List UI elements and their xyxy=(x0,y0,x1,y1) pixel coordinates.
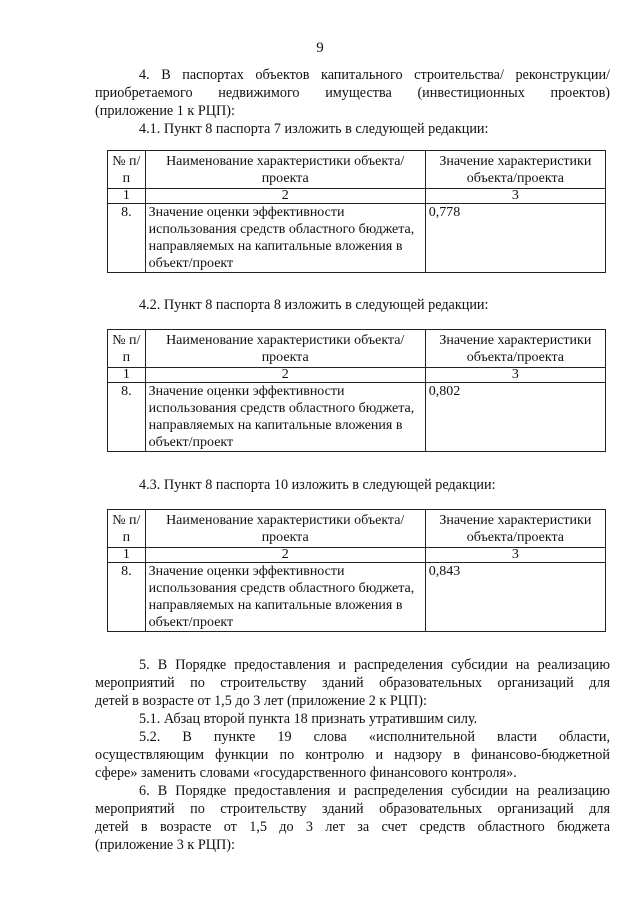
section-6-line-3: детей в возрасте от 1,5 до 3 лет за счет средств областного бюджета xyxy=(95,819,610,835)
table-row xyxy=(108,383,606,452)
col-number-header: № п/п xyxy=(108,510,146,548)
table-row xyxy=(108,563,606,632)
row-number: 8. xyxy=(108,204,146,273)
row-name: Значение оценки эффективности использования средств областного бюджета, направляемых на капитальные вложения в объект/проект xyxy=(145,383,425,452)
section-4-line-3: (приложение 1 к РЦП): xyxy=(95,103,235,119)
table-header-row xyxy=(108,510,606,548)
col-number-header: № п/п xyxy=(108,151,146,189)
section-5-2-line-2: осуществляющим функции по контролю и надзору в финансово-бюджетной xyxy=(95,747,610,763)
row-name: Значение оценки эффективности использования средств областного бюджета, направляемых на капитальные вложения в объект/проект xyxy=(145,204,425,273)
section-4-line-1: 4. В паспортах объектов капитального строительства/ реконструкции/ xyxy=(139,67,610,83)
col-number-header: № п/п xyxy=(108,330,146,368)
col-value-header: Значение характеристики объекта/проекта xyxy=(425,330,605,368)
table-3-heading: 4.3. Пункт 8 паспорта 10 изложить в следующей редакции: xyxy=(139,477,496,493)
table-2 xyxy=(107,329,606,452)
col-index-2: 2 xyxy=(145,368,425,383)
col-index-1: 1 xyxy=(108,548,146,563)
section-5-1: 5.1. Абзац второй пункта 18 признать утратившим силу. xyxy=(139,711,478,727)
col-name-header: Наименование характеристики объекта/проекта xyxy=(145,151,425,189)
table-column-numbers-row xyxy=(108,548,606,563)
col-index-2: 2 xyxy=(145,189,425,204)
section-5-line-2: мероприятий по строительству зданий образовательных организаций для xyxy=(95,675,610,691)
col-name-header: Наименование характеристики объекта/проекта xyxy=(145,510,425,548)
section-5-line-1: 5. В Порядке предоставления и распределения субсидии на реализацию xyxy=(139,657,610,673)
table-1-heading: 4.1. Пункт 8 паспорта 7 изложить в следующей редакции: xyxy=(139,121,489,137)
row-name: Значение оценки эффективности использования средств областного бюджета, направляемых на капитальные вложения в объект/проект xyxy=(145,563,425,632)
row-number: 8. xyxy=(108,563,146,632)
col-value-header: Значение характеристики объекта/проекта xyxy=(425,510,605,548)
page-number: 9 xyxy=(316,40,324,56)
section-5-line-3: детей в возрасте от 1,5 до 3 лет (приложение 2 к РЦП): xyxy=(95,693,427,709)
table-row xyxy=(108,204,606,273)
col-index-1: 1 xyxy=(108,368,146,383)
row-number: 8. xyxy=(108,383,146,452)
section-6-line-1: 6. В Порядке предоставления и распределения субсидии на реализацию xyxy=(139,783,610,799)
table-3 xyxy=(107,509,606,632)
col-value-header: Значение характеристики объекта/проекта xyxy=(425,151,605,189)
section-4-intro xyxy=(95,66,610,120)
table-1 xyxy=(107,150,606,273)
row-value: 0,843 xyxy=(425,563,605,632)
row-value: 0,802 xyxy=(425,383,605,452)
section-6 xyxy=(95,782,610,854)
row-value: 0,778 xyxy=(425,204,605,273)
col-index-2: 2 xyxy=(145,548,425,563)
section-5 xyxy=(95,656,610,782)
section-6-line-4: (приложение 3 к РЦП): xyxy=(95,837,235,853)
table-2-heading: 4.2. Пункт 8 паспорта 8 изложить в следующей редакции: xyxy=(139,297,489,313)
table-header-row xyxy=(108,151,606,189)
col-name-header: Наименование характеристики объекта/проекта xyxy=(145,330,425,368)
section-4-line-2: приобретаемого недвижимого имущества (инвестиционных проектов) xyxy=(95,85,610,101)
section-5-2-line-3: сфере» заменить словами «государственного финансового контроля». xyxy=(95,765,517,781)
table-column-numbers-row xyxy=(108,189,606,204)
section-5-2-line-1: 5.2. В пункте 19 слова «исполнительной власти области, xyxy=(139,729,610,745)
col-index-3: 3 xyxy=(425,189,605,204)
col-index-3: 3 xyxy=(425,368,605,383)
col-index-3: 3 xyxy=(425,548,605,563)
table-column-numbers-row xyxy=(108,368,606,383)
table-header-row xyxy=(108,330,606,368)
col-index-1: 1 xyxy=(108,189,146,204)
section-6-line-2: мероприятий по строительству зданий образовательных организаций для xyxy=(95,801,610,817)
